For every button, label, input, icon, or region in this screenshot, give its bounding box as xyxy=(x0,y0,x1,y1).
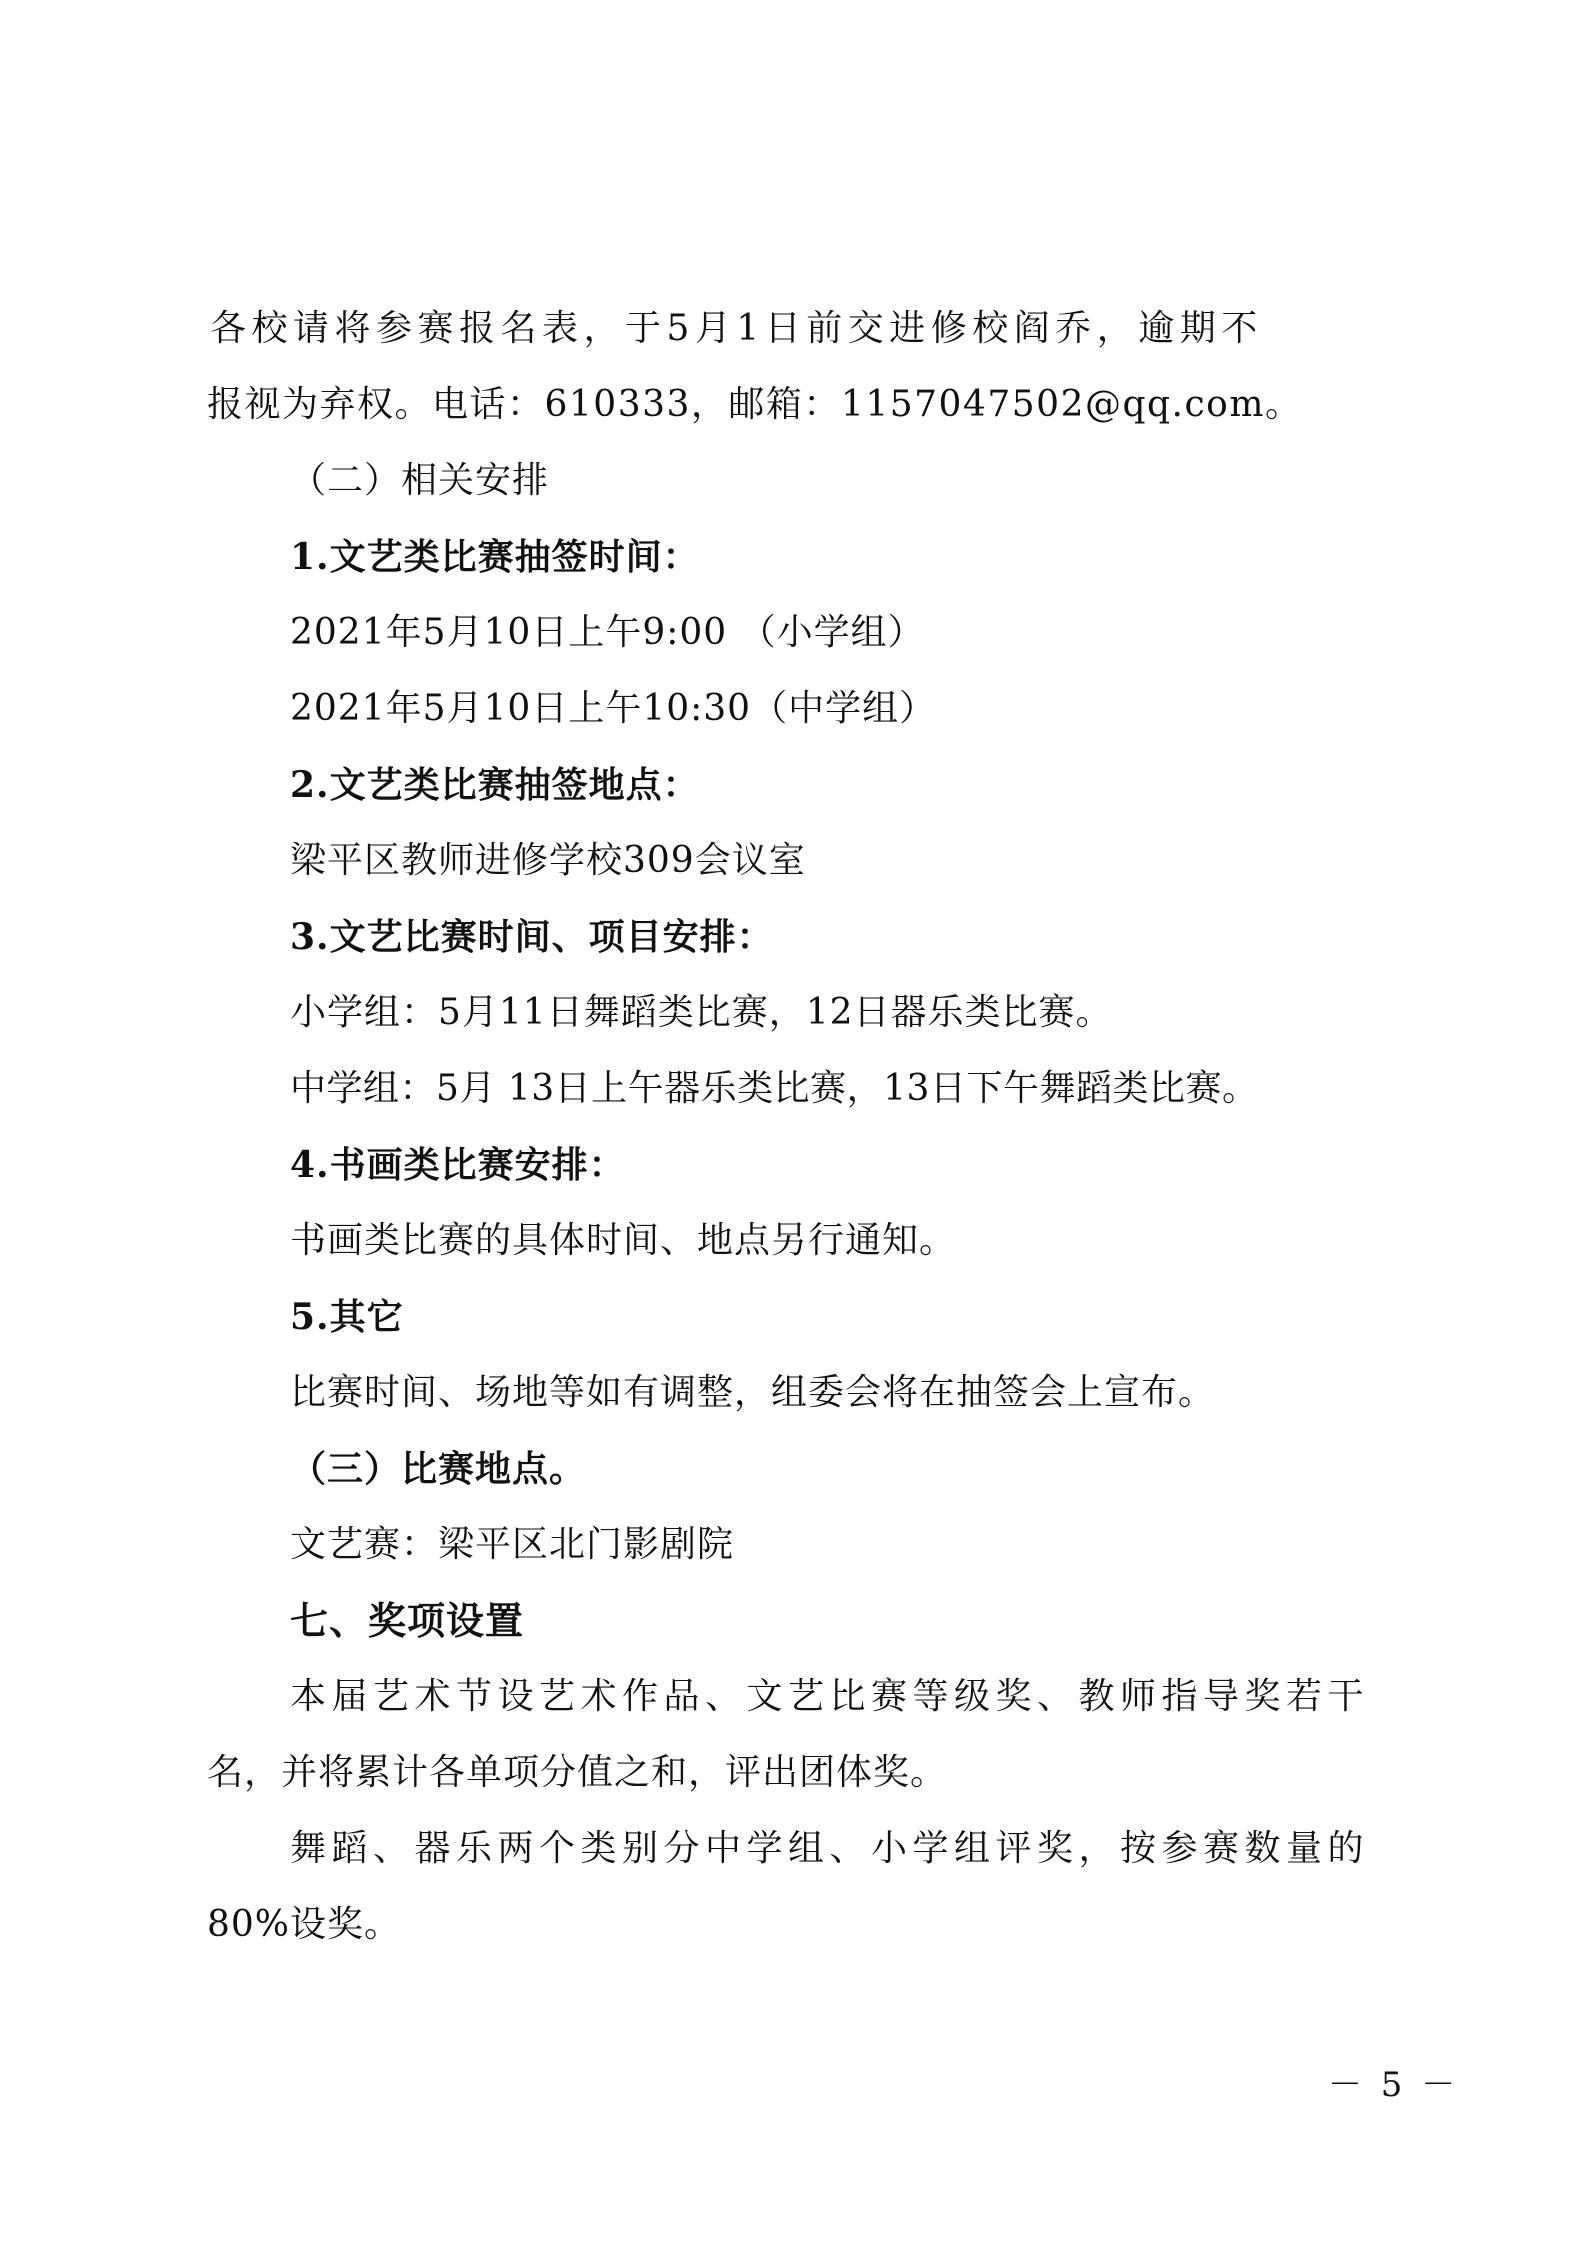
item-4-heading: 4.书画类比赛安排： xyxy=(290,1144,626,1186)
item-1-heading: 1.文艺类比赛抽签时间： xyxy=(290,536,700,578)
awards-paragraph-2-line-1: 舞蹈、器乐两个类别分中学组、小学组评奖，按参赛数量的 xyxy=(290,1828,1370,1869)
registration-paragraph-line-1: 各校请将参赛报名表，于5月1日前交进修校阎乔，逾期不 xyxy=(210,308,1263,349)
section-3-heading: （三）比赛地点。 xyxy=(290,1448,587,1490)
item-4-line-1: 书画类比赛的具体时间、地点另行通知。 xyxy=(290,1220,957,1261)
page-number: － 5 － xyxy=(1328,2065,1460,2105)
item-2-heading: 2.文艺类比赛抽签地点： xyxy=(290,764,700,806)
item-2-line-1: 梁平区教师进修学校309会议室 xyxy=(290,840,806,881)
section-2-heading: （二）相关安排 xyxy=(290,460,550,501)
section-3-line-1: 文艺赛：梁平区北门影剧院 xyxy=(290,1524,735,1565)
item-5-heading: 5.其它 xyxy=(290,1296,404,1338)
awards-paragraph-2-line-2: 80%设奖。 xyxy=(207,1904,402,1945)
awards-paragraph-1-line-1: 本届艺术节设艺术作品、文艺比赛等级奖、教师指导奖若干 xyxy=(290,1676,1370,1717)
item-1-line-1: 2021年5月10日上午9:00 （小学组） xyxy=(290,612,925,653)
item-5-line-1: 比赛时间、场地等如有调整，组委会将在抽签会上宣布。 xyxy=(290,1372,1216,1413)
section-7-heading: 七、奖项设置 xyxy=(290,1598,525,1643)
registration-paragraph-line-2: 报视为弃权。电话：610333，邮箱：1157047502@qq.com。 xyxy=(207,384,1303,425)
item-3-heading: 3.文艺比赛时间、项目安排： xyxy=(290,916,774,958)
item-3-line-1: 小学组：5月11日舞蹈类比赛，12日器乐类比赛。 xyxy=(290,992,1113,1033)
awards-paragraph-1-line-2: 名，并将累计各单项分值之和，评出团体奖。 xyxy=(207,1752,948,1793)
item-1-line-2: 2021年5月10日上午10:30（中学组） xyxy=(290,688,937,729)
item-3-line-2: 中学组：5月 13日上午器乐类比赛，13日下午舞蹈类比赛。 xyxy=(290,1068,1259,1109)
